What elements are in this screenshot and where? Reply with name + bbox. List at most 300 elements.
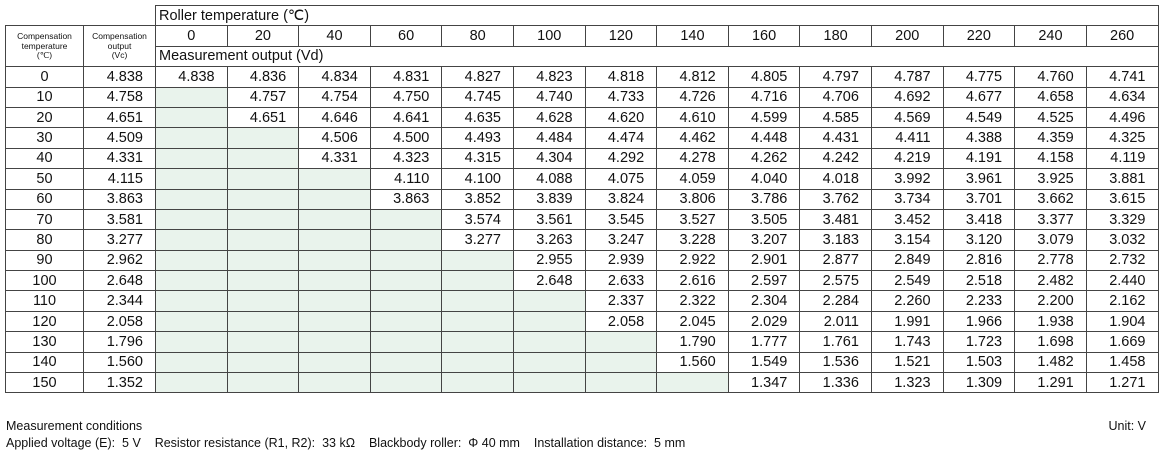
- measurement-output-cell: 4.493: [442, 128, 514, 148]
- measurement-output-cell: 4.191: [943, 148, 1015, 168]
- measurement-output-cell: 1.669: [1086, 332, 1158, 352]
- measurement-output-cell: 3.263: [513, 230, 585, 250]
- compensation-temperature-cell: 50: [6, 169, 84, 189]
- measurement-output-cell: 3.863: [370, 189, 442, 209]
- corner-cell: [6, 6, 156, 26]
- empty-cell: [156, 128, 228, 148]
- compensation-temperature-cell: 20: [6, 107, 84, 127]
- compensation-temperature-cell: 60: [6, 189, 84, 209]
- compensation-temperature-cell: 100: [6, 271, 84, 291]
- measurement-output-cell: 2.939: [585, 250, 657, 270]
- compensation-output-cell: 2.962: [84, 250, 156, 270]
- measurement-output-cell: 1.309: [943, 373, 1015, 393]
- measurement-output-cell: 4.075: [585, 169, 657, 189]
- header-row-roller: [6, 6, 1159, 26]
- measurement-output-cell: 4.634: [1086, 87, 1158, 107]
- measurement-output-cell: 2.322: [657, 291, 729, 311]
- measurement-output-cell: 2.045: [657, 311, 729, 331]
- measurement-output-cell: 4.741: [1086, 67, 1158, 87]
- measurement-output-cell: 3.762: [800, 189, 872, 209]
- empty-cell: [227, 230, 299, 250]
- measurement-output-cell: 4.733: [585, 87, 657, 107]
- measurement-output-cell: 4.323: [370, 148, 442, 168]
- measurement-output-cell: 2.648: [513, 271, 585, 291]
- roller-temperature-header: Roller temperature (℃): [156, 6, 1159, 26]
- measurement-output-cell: 4.331: [299, 148, 371, 168]
- roller-temp-header-cell: 40: [299, 26, 371, 46]
- empty-cell: [227, 311, 299, 331]
- table-row: [6, 230, 1159, 250]
- measurement-output-cell: 4.292: [585, 148, 657, 168]
- measurement-output-cell: 4.388: [943, 128, 1015, 148]
- empty-cell: [299, 373, 371, 393]
- measurement-conditions-title: Measurement conditions: [6, 419, 143, 433]
- empty-cell: [585, 332, 657, 352]
- empty-cell: [370, 250, 442, 270]
- measurement-output-cell: 3.505: [728, 209, 800, 229]
- measurement-output-cell: 2.304: [728, 291, 800, 311]
- measurement-output-cell: 4.834: [299, 67, 371, 87]
- measurement-output-cell: 4.018: [800, 169, 872, 189]
- empty-cell: [156, 189, 228, 209]
- measurement-output-cell: 4.836: [227, 67, 299, 87]
- measurement-output-cell: 4.823: [513, 67, 585, 87]
- empty-cell: [156, 169, 228, 189]
- table-row: [6, 67, 1159, 87]
- table-row: [6, 271, 1159, 291]
- compensation-temperature-cell: 10: [6, 87, 84, 107]
- measurement-output-cell: 1.743: [871, 332, 943, 352]
- compensation-output-cell: 4.331: [84, 148, 156, 168]
- compensation-temperature-cell: 30: [6, 128, 84, 148]
- table-row: [6, 250, 1159, 270]
- comp-temp-label-line1: Compensation: [17, 31, 72, 42]
- comp-temp-label-line3: (℃): [36, 50, 53, 61]
- empty-cell: [227, 352, 299, 372]
- measurement-output-cell: 4.754: [299, 87, 371, 107]
- empty-cell: [156, 311, 228, 331]
- table-row: [6, 373, 1159, 393]
- measurement-output-cell: 3.615: [1086, 189, 1158, 209]
- measurement-output-cell: 1.536: [800, 352, 872, 372]
- measurement-output-cell: 3.992: [871, 169, 943, 189]
- empty-cell: [442, 271, 514, 291]
- measurement-output-cell: 3.561: [513, 209, 585, 229]
- empty-cell: [227, 271, 299, 291]
- measurement-output-cell: 4.740: [513, 87, 585, 107]
- measurement-output-cell: 4.525: [1015, 107, 1087, 127]
- measurement-output-cell: 4.462: [657, 128, 729, 148]
- roller-temp-header-cell: 220: [943, 26, 1015, 46]
- measurement-output-cell: 4.745: [442, 87, 514, 107]
- empty-cell: [585, 373, 657, 393]
- measurement-output-cell: 4.646: [299, 107, 371, 127]
- measurement-output-cell: 2.955: [513, 250, 585, 270]
- measurement-output-cell: 4.818: [585, 67, 657, 87]
- compensation-output-cell: 3.581: [84, 209, 156, 229]
- measurement-output-cell: 4.059: [657, 169, 729, 189]
- compensation-output-cell: 1.560: [84, 352, 156, 372]
- measurement-output-cell: 3.574: [442, 209, 514, 229]
- compensation-temperature-cell: 0: [6, 67, 84, 87]
- measurement-output-cell: 3.418: [943, 209, 1015, 229]
- header-row-temperatures: [6, 26, 1159, 46]
- measurement-output-cell: 4.797: [800, 67, 872, 87]
- measurement-output-cell: 2.482: [1015, 271, 1087, 291]
- measurement-output-cell: 4.431: [800, 128, 872, 148]
- measurement-output-cell: 4.411: [871, 128, 943, 148]
- measurement-output-cell: 4.549: [943, 107, 1015, 127]
- empty-cell: [442, 373, 514, 393]
- measurement-output-cell: 4.325: [1086, 128, 1158, 148]
- measurement-output-cell: 3.277: [442, 230, 514, 250]
- measurement-output-cell: 4.805: [728, 67, 800, 87]
- measurement-output-cell: 3.377: [1015, 209, 1087, 229]
- table-row: [6, 148, 1159, 168]
- measurement-output-cell: 1.323: [871, 373, 943, 393]
- empty-cell: [227, 332, 299, 352]
- measurement-output-cell: 4.599: [728, 107, 800, 127]
- compensation-temperature-cell: 130: [6, 332, 84, 352]
- measurement-output-cell: 4.500: [370, 128, 442, 148]
- measurement-output-cell: 2.575: [800, 271, 872, 291]
- measurement-output-cell: 1.723: [943, 332, 1015, 352]
- measurement-output-cell: 3.228: [657, 230, 729, 250]
- roller-temp-header-cell: 0: [156, 26, 228, 46]
- measurement-output-cell: 4.506: [299, 128, 371, 148]
- measurement-output-cell: 4.119: [1086, 148, 1158, 168]
- roller-temp-header-cell: 100: [513, 26, 585, 46]
- measurement-output-cell: 1.336: [800, 373, 872, 393]
- measurement-output-cell: 2.901: [728, 250, 800, 270]
- measurement-output-cell: 1.503: [943, 352, 1015, 372]
- measurement-output-cell: 2.233: [943, 291, 1015, 311]
- measurement-output-cell: 3.183: [800, 230, 872, 250]
- measurement-output-cell: 4.496: [1086, 107, 1158, 127]
- measurement-output-cell: 3.734: [871, 189, 943, 209]
- measurement-output-cell: 1.761: [800, 332, 872, 352]
- measurement-output-cell: 4.706: [800, 87, 872, 107]
- measurement-output-cell: 3.852: [442, 189, 514, 209]
- measurement-output-cell: 1.777: [728, 332, 800, 352]
- measurement-output-cell: 4.641: [370, 107, 442, 127]
- compensation-output-header: [84, 26, 156, 67]
- measurement-output-cell: 1.698: [1015, 332, 1087, 352]
- compensation-output-cell: 4.651: [84, 107, 156, 127]
- measurement-output-cell: 3.806: [657, 189, 729, 209]
- measurement-output-cell: 3.881: [1086, 169, 1158, 189]
- measurement-output-cell: 2.549: [871, 271, 943, 291]
- measurement-output-cell: 2.877: [800, 250, 872, 270]
- empty-cell: [227, 169, 299, 189]
- measurement-output-cell: 3.120: [943, 230, 1015, 250]
- measurement-output-header: Measurement output (Vd): [156, 46, 1159, 66]
- measurement-output-cell: 4.651: [227, 107, 299, 127]
- roller-temp-header-cell: 120: [585, 26, 657, 46]
- empty-cell: [156, 107, 228, 127]
- empty-cell: [442, 250, 514, 270]
- table-row: [6, 209, 1159, 229]
- measurement-output-cell: 1.549: [728, 352, 800, 372]
- roller-temp-header-cell: 200: [871, 26, 943, 46]
- measurement-output-cell: 4.775: [943, 67, 1015, 87]
- compensation-temperature-cell: 40: [6, 148, 84, 168]
- empty-cell: [227, 373, 299, 393]
- compensation-output-cell: 2.058: [84, 311, 156, 331]
- measurement-output-cell: 4.726: [657, 87, 729, 107]
- empty-cell: [442, 291, 514, 311]
- measurement-output-cell: 2.162: [1086, 291, 1158, 311]
- empty-cell: [227, 189, 299, 209]
- measurement-output-cell: 1.271: [1086, 373, 1158, 393]
- empty-cell: [156, 271, 228, 291]
- compensation-output-cell: 4.758: [84, 87, 156, 107]
- measurement-output-cell: 4.760: [1015, 67, 1087, 87]
- table-body: [6, 6, 1159, 393]
- empty-cell: [442, 352, 514, 372]
- measurement-output-cell: 4.304: [513, 148, 585, 168]
- empty-cell: [513, 291, 585, 311]
- measurement-output-cell: 4.658: [1015, 87, 1087, 107]
- empty-cell: [227, 250, 299, 270]
- measurement-conditions-line: Applied voltage (E): 5 V Resistor resistance (R1, R2): 33 kΩ Blackbody roller: Φ 40 mm Installation distance: 5 mm: [6, 436, 686, 450]
- header-row-measurement: [6, 46, 1159, 66]
- measurement-output-cell: 4.585: [800, 107, 872, 127]
- measurement-output-cell: 4.831: [370, 67, 442, 87]
- measurement-output-cell: 1.560: [657, 352, 729, 372]
- empty-cell: [299, 332, 371, 352]
- comp-temp-label-line2: temperature: [21, 40, 68, 51]
- roller-temp-header-cell: 240: [1015, 26, 1087, 46]
- measurement-output-cell: 2.816: [943, 250, 1015, 270]
- measurement-output-cell: 2.597: [728, 271, 800, 291]
- measurement-output-cell: 2.440: [1086, 271, 1158, 291]
- table-row: [6, 189, 1159, 209]
- measurement-output-cell: 4.628: [513, 107, 585, 127]
- empty-cell: [299, 271, 371, 291]
- measurement-output-cell: 4.610: [657, 107, 729, 127]
- compensation-temperature-cell: 120: [6, 311, 84, 331]
- measurement-output-cell: 4.757: [227, 87, 299, 107]
- measurement-output-cell: 4.620: [585, 107, 657, 127]
- measurement-output-cell: 2.849: [871, 250, 943, 270]
- compensation-temperature-cell: 80: [6, 230, 84, 250]
- compensation-output-cell: 1.796: [84, 332, 156, 352]
- measurement-output-cell: 2.732: [1086, 250, 1158, 270]
- empty-cell: [299, 291, 371, 311]
- compensation-temperature-cell: 150: [6, 373, 84, 393]
- empty-cell: [585, 352, 657, 372]
- table-row: [6, 87, 1159, 107]
- measurement-output-cell: 4.750: [370, 87, 442, 107]
- compensation-output-cell: 4.509: [84, 128, 156, 148]
- measurement-output-cell: 1.938: [1015, 311, 1087, 331]
- roller-temp-header-cell: 260: [1086, 26, 1158, 46]
- measurement-output-cell: 4.484: [513, 128, 585, 148]
- measurement-output-cell: 1.966: [943, 311, 1015, 331]
- empty-cell: [299, 209, 371, 229]
- measurement-output-cell: 4.716: [728, 87, 800, 107]
- measurement-output-cell: 3.207: [728, 230, 800, 250]
- compensation-output-cell: 2.648: [84, 271, 156, 291]
- empty-cell: [513, 352, 585, 372]
- measurement-output-cell: 3.032: [1086, 230, 1158, 250]
- measurement-output-cell: 3.079: [1015, 230, 1087, 250]
- compensation-temperature-header: [6, 26, 84, 67]
- table-row: [6, 311, 1159, 331]
- measurement-output-cell: 3.527: [657, 209, 729, 229]
- unit-label: Unit: V: [1108, 419, 1146, 433]
- measurement-output-cell: 3.839: [513, 189, 585, 209]
- measurement-output-cell: 4.088: [513, 169, 585, 189]
- table-row: [6, 128, 1159, 148]
- comp-out-label-line1: Compensation: [92, 31, 147, 42]
- empty-cell: [513, 311, 585, 331]
- measurement-output-cell: 4.262: [728, 148, 800, 168]
- empty-cell: [156, 373, 228, 393]
- measurement-output-cell: 3.701: [943, 189, 1015, 209]
- calibration-table: [5, 5, 1159, 393]
- empty-cell: [156, 230, 228, 250]
- empty-cell: [370, 373, 442, 393]
- empty-cell: [227, 291, 299, 311]
- measurement-output-cell: 2.058: [585, 311, 657, 331]
- empty-cell: [156, 250, 228, 270]
- measurement-output-cell: 4.838: [156, 67, 228, 87]
- measurement-output-cell: 4.110: [370, 169, 442, 189]
- measurement-output-cell: 2.200: [1015, 291, 1087, 311]
- measurement-output-cell: 3.329: [1086, 209, 1158, 229]
- measurement-output-cell: 2.616: [657, 271, 729, 291]
- table-row: [6, 332, 1159, 352]
- empty-cell: [299, 250, 371, 270]
- empty-cell: [370, 230, 442, 250]
- empty-cell: [442, 332, 514, 352]
- measurement-output-cell: 1.991: [871, 311, 943, 331]
- measurement-output-cell: 2.011: [800, 311, 872, 331]
- measurement-output-cell: 1.347: [728, 373, 800, 393]
- empty-cell: [227, 209, 299, 229]
- empty-cell: [299, 230, 371, 250]
- roller-temp-header-cell: 140: [657, 26, 729, 46]
- empty-cell: [370, 352, 442, 372]
- measurement-output-cell: 4.692: [871, 87, 943, 107]
- measurement-output-cell: 2.518: [943, 271, 1015, 291]
- measurement-output-cell: 4.315: [442, 148, 514, 168]
- empty-cell: [299, 189, 371, 209]
- measurement-output-cell: 3.662: [1015, 189, 1087, 209]
- measurement-output-cell: 3.452: [871, 209, 943, 229]
- compensation-output-cell: 4.115: [84, 169, 156, 189]
- measurement-output-cell: 4.359: [1015, 128, 1087, 148]
- empty-cell: [370, 209, 442, 229]
- empty-cell: [370, 271, 442, 291]
- roller-temp-header-cell: 160: [728, 26, 800, 46]
- measurement-output-cell: 4.100: [442, 169, 514, 189]
- empty-cell: [156, 291, 228, 311]
- comp-out-label-line2: output: [107, 40, 132, 51]
- compensation-temperature-cell: 110: [6, 291, 84, 311]
- measurement-output-cell: 3.481: [800, 209, 872, 229]
- measurement-output-cell: 3.154: [871, 230, 943, 250]
- table-row: [6, 352, 1159, 372]
- compensation-temperature-cell: 140: [6, 352, 84, 372]
- empty-cell: [299, 311, 371, 331]
- measurement-output-cell: 4.569: [871, 107, 943, 127]
- empty-cell: [227, 128, 299, 148]
- measurement-output-cell: 1.291: [1015, 373, 1087, 393]
- measurement-output-cell: 2.284: [800, 291, 872, 311]
- measurement-output-cell: 4.474: [585, 128, 657, 148]
- compensation-output-cell: 3.863: [84, 189, 156, 209]
- compensation-output-cell: 2.344: [84, 291, 156, 311]
- compensation-output-cell: 4.838: [84, 67, 156, 87]
- measurement-output-cell: 2.260: [871, 291, 943, 311]
- empty-cell: [370, 291, 442, 311]
- empty-cell: [227, 148, 299, 168]
- empty-cell: [513, 332, 585, 352]
- roller-temp-header-cell: 180: [800, 26, 872, 46]
- measurement-output-cell: 4.827: [442, 67, 514, 87]
- empty-cell: [156, 352, 228, 372]
- compensation-output-cell: 3.277: [84, 230, 156, 250]
- measurement-output-cell: 4.278: [657, 148, 729, 168]
- table-row: [6, 169, 1159, 189]
- comp-out-label-line3: (Vc): [111, 50, 128, 61]
- measurement-output-cell: 3.925: [1015, 169, 1087, 189]
- roller-temp-header-cell: 20: [227, 26, 299, 46]
- measurement-output-cell: 1.790: [657, 332, 729, 352]
- empty-cell: [513, 373, 585, 393]
- measurement-output-cell: 4.158: [1015, 148, 1087, 168]
- measurement-output-cell: 4.448: [728, 128, 800, 148]
- measurement-output-cell: 3.824: [585, 189, 657, 209]
- measurement-output-cell: 4.677: [943, 87, 1015, 107]
- measurement-output-cell: 2.337: [585, 291, 657, 311]
- empty-cell: [442, 311, 514, 331]
- measurement-output-cell: 4.787: [871, 67, 943, 87]
- measurement-output-cell: 4.635: [442, 107, 514, 127]
- empty-cell: [657, 373, 729, 393]
- measurement-output-cell: 1.458: [1086, 352, 1158, 372]
- empty-cell: [156, 148, 228, 168]
- empty-cell: [299, 169, 371, 189]
- compensation-temperature-cell: 90: [6, 250, 84, 270]
- roller-temp-header-cell: 80: [442, 26, 514, 46]
- empty-cell: [299, 352, 371, 372]
- measurement-output-cell: 1.482: [1015, 352, 1087, 372]
- empty-cell: [370, 311, 442, 331]
- measurement-output-cell: 2.778: [1015, 250, 1087, 270]
- measurement-output-cell: 4.242: [800, 148, 872, 168]
- empty-cell: [370, 332, 442, 352]
- measurement-output-cell: 2.922: [657, 250, 729, 270]
- measurement-output-cell: 3.961: [943, 169, 1015, 189]
- measurement-output-cell: 2.633: [585, 271, 657, 291]
- measurement-output-cell: 1.521: [871, 352, 943, 372]
- roller-temp-header-cell: 60: [370, 26, 442, 46]
- measurement-output-cell: 3.545: [585, 209, 657, 229]
- measurement-output-cell: 4.219: [871, 148, 943, 168]
- empty-cell: [156, 332, 228, 352]
- measurement-output-cell: 3.247: [585, 230, 657, 250]
- measurement-output-cell: 3.786: [728, 189, 800, 209]
- empty-cell: [156, 87, 228, 107]
- measurement-output-cell: 4.040: [728, 169, 800, 189]
- measurement-output-cell: 4.812: [657, 67, 729, 87]
- empty-cell: [156, 209, 228, 229]
- table-row: [6, 291, 1159, 311]
